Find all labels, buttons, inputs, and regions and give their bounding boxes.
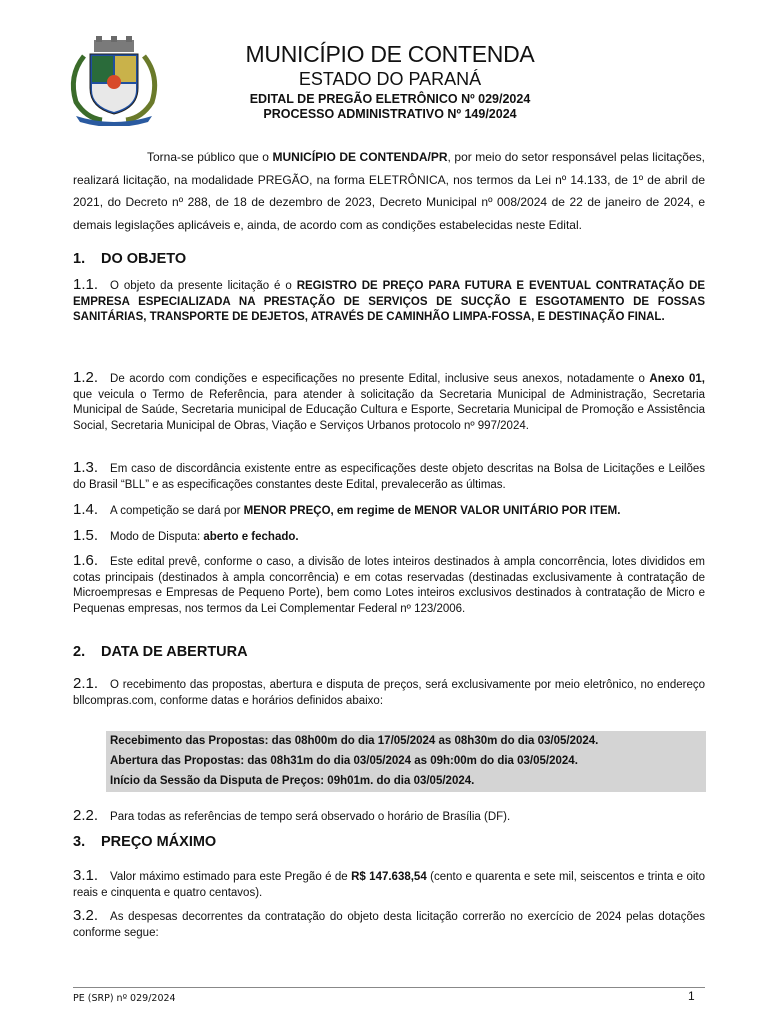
schedule-line: Recebimento das Propostas: das 08h00m do dia 17/05/2024 as 08h30m do dia 03/05/2024. bbox=[110, 735, 599, 747]
section-heading-objeto bbox=[73, 251, 186, 267]
edital-number: EDITAL DE PREGÃO ELETRÔNICO Nº 029/2024 bbox=[249, 92, 531, 106]
clause-text: As despesas decorrentes da contratação do objeto desta licitação correrão no exercício de 2024 pelas dotações conforme segue: bbox=[73, 911, 705, 939]
clause-number: 1.6. bbox=[73, 552, 99, 569]
clause-number: 3.1. bbox=[73, 867, 99, 884]
municipality-title: MUNICÍPIO DE CONTENDA bbox=[245, 41, 535, 67]
clause-text: O recebimento das propostas, abertura e disputa de preços, será exclusivamente por meio eletrônico, no endereço bllcompras.com, conforme datas e horários definidos abaixo: bbox=[73, 679, 705, 707]
clause-number: 1.1. bbox=[73, 276, 99, 293]
clause-text-rest: (cento e quarenta e sete mil, seiscentos e trinta e oito reais e cinquenta e quatro centavos). bbox=[73, 871, 706, 899]
section-title: PREÇO MÁXIMO bbox=[101, 834, 217, 850]
footer-divider bbox=[73, 987, 705, 988]
section-title: DO OBJETO bbox=[101, 251, 187, 267]
clause-1-6 bbox=[73, 553, 705, 617]
section-heading-preco bbox=[73, 834, 216, 850]
section-title: DATA DE ABERTURA bbox=[101, 644, 248, 660]
clause-text: A competição se dará por bbox=[110, 505, 244, 517]
clause-1-5 bbox=[73, 528, 705, 546]
schedule-line: Início da Sessão da Disputa de Preços: 09h01m. do dia 03/05/2024. bbox=[110, 775, 475, 787]
clause-number: 2.1. bbox=[73, 675, 99, 692]
clause-number: 1.5. bbox=[73, 527, 99, 544]
clause-annex-bold: Anexo 01, bbox=[649, 373, 706, 385]
clause-object-bold: REGISTRO DE PREÇO PARA FUTURA E EVENTUAL CONTRATAÇÃO DE EMPRESA ESPECIALIZADA NA PRESTAÇÃO DE SERVIÇOS DE SUCÇÃO E ESGOTAMENTO DE FOSSAS SANITÁRIAS, TRANSPORTE DE DEJETOS, ATRAVÉS DE CAMINHÃO LIMPA-FOSSA, E DESTINAÇÃO FINAL. bbox=[73, 280, 705, 323]
clause-text: Valor máximo estimado para este Pregão é de bbox=[110, 871, 352, 883]
section-number: 3. bbox=[73, 834, 86, 850]
clause-text: Para todas as referências de tempo será observado o horário de Brasília (DF). bbox=[110, 811, 511, 823]
clause-number: 1.2. bbox=[73, 369, 99, 386]
clause-1-1 bbox=[73, 277, 705, 326]
clause-bold: aberto e fechado. bbox=[203, 531, 299, 543]
page-number: 1 bbox=[688, 989, 695, 1003]
clause-2-1 bbox=[73, 676, 705, 709]
intro-text-a: Torna-se público que o bbox=[147, 150, 273, 164]
clause-1-2 bbox=[73, 370, 705, 434]
clause-text: Este edital prevê, conforme o caso, a divisão de lotes inteiros destinados à ampla concorrência, lotes divididos em cotas principais (destinados à ampla concorrência) e em cotas reservadas (destinadas exclusivamente à contratação de Microempresas e Empresas de Pequeno Porte), bem como Lotes inteiros exclusivos destinados à contratação de Micro e Pequenas empresas, nos termos da Lei Complementar Federal nº 123/2006. bbox=[73, 556, 705, 615]
schedule-line: Abertura das Propostas: das 08h31m do dia 03/05/2024 as 09h:00m do dia 03/05/2024. bbox=[110, 755, 578, 767]
section-number: 1. bbox=[73, 251, 86, 267]
process-number: PROCESSO ADMINISTRATIVO Nº 149/2024 bbox=[263, 107, 517, 121]
title-block bbox=[180, 40, 600, 122]
clause-number: 2.2. bbox=[73, 807, 99, 824]
section-heading-abertura bbox=[73, 644, 248, 660]
clause-text: Em caso de discordância existente entre as especificações deste objeto descritas na Bolsa de Licitações e Leilões do Brasil “BLL” e as especificações constantes deste Edital, prevalecerão as últimas. bbox=[73, 463, 705, 491]
clause-text: Modo de Disputa: bbox=[110, 531, 204, 543]
footer-reference: PE (SRP) nº 029/2024 bbox=[73, 993, 176, 1004]
clause-1-4 bbox=[73, 502, 705, 520]
intro-text-c: , por meio do setor responsável pelas licitações, realizará licitação, na modalidade PREGÃO, na forma ELETRÔNICA, nos termos da Lei nº 14.133, de 1º de abril de 2021, do Decreto nº 288, de 18 de dezembro de 2023, Decreto Municipal nº 008/2024 de 22 de janeiro de 2024, e demais legislações aplicáveis e, ainda, de acordo com as condições estabelecidas neste Edital. bbox=[73, 150, 705, 232]
section-number: 2. bbox=[73, 644, 86, 660]
state-title: ESTADO DO PARANÁ bbox=[298, 69, 482, 89]
clause-3-2 bbox=[73, 908, 705, 941]
municipal-coat-of-arms-icon bbox=[62, 36, 166, 126]
clause-number: 3.2. bbox=[73, 907, 99, 924]
clause-value-bold: R$ 147.638,54 bbox=[351, 871, 427, 883]
clause-text: O objeto da presente licitação é o bbox=[110, 280, 297, 292]
clause-bold: MENOR PREÇO, em regime de MENOR VALOR UNITÁRIO POR ITEM. bbox=[243, 505, 621, 517]
schedule-box bbox=[106, 731, 706, 792]
clause-number: 1.4. bbox=[73, 501, 99, 518]
clause-text: De acordo com condições e especificações no presente Edital, inclusive seus anexos, notadamente o bbox=[110, 373, 650, 385]
clause-1-3 bbox=[73, 460, 705, 493]
clause-number: 1.3. bbox=[73, 459, 99, 476]
clause-2-2 bbox=[73, 808, 705, 826]
clause-text-rest: que veicula o Termo de Referência, para atender à solicitação da Secretaria Municipal de Administração, Secretaria Municipal de Saúde, Secretaria municipal de Educação Cultura e Esporte, Secretaria Municipal de Promoção e Assistência Social, Secretaria Municipal de Obras, Viação e Serviços Urbanos protocolo nº 997/2024. bbox=[73, 388, 705, 432]
intro-paragraph bbox=[73, 146, 705, 236]
clause-3-1 bbox=[73, 868, 705, 901]
intro-municipality: MUNICÍPIO DE CONTENDA/PR bbox=[272, 150, 448, 164]
